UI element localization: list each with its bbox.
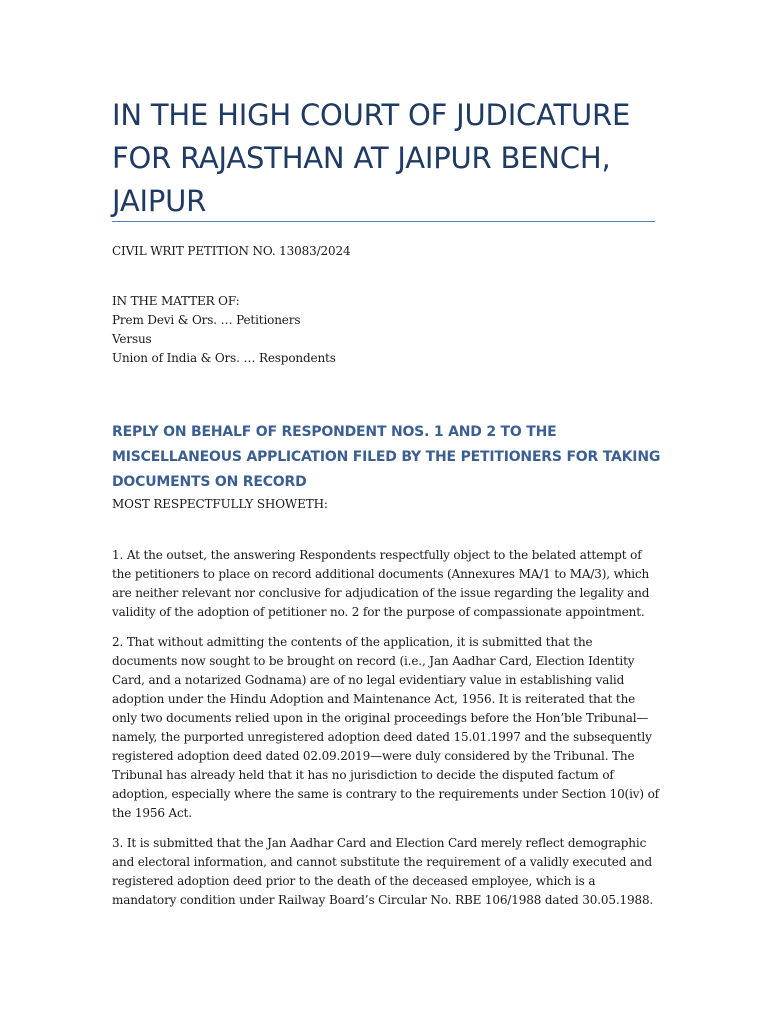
- respondents-line: Union of India & Ors. … Respondents: [112, 351, 336, 365]
- title-divider: [112, 221, 655, 222]
- paragraphs: [112, 546, 660, 921]
- matter-label: IN THE MATTER OF:: [112, 294, 240, 308]
- court-title: IN THE HIGH COURT OF JUDICATURE FOR RAJASTHAN AT JAIPUR BENCH, JAIPUR: [112, 98, 631, 218]
- paragraph-3: 3. It is submitted that the Jan Aadhar Card and Election Card merely reflect demographic and electoral information, and cannot substitute the requirement of a validly executed and registered adoption deed prior to the death of the deceased employee, which is a mandatory condition under Railway Board’s Circular No. RBE 106/1988 dated 30.05.1988.: [112, 836, 654, 907]
- opening-line: MOST RESPECTFULLY SHOWETH:: [112, 497, 328, 511]
- petition-number: CIVIL WRIT PETITION NO. 13083/2024: [112, 244, 351, 258]
- paragraph-1: 1. At the outset, the answering Respondents respectfully object to the belated attempt of the petitioners to place on record additional documents (Annexures MA/1 to MA/3), which are neither relevant nor conclusive for adjudication of the issue regarding the legality and validity of the adoption of petitioner no. 2 for the purpose of compassionate appointment.: [112, 548, 650, 619]
- paragraph-2: 2. That without admitting the contents of the application, it is submitted that the documents now sought to be brought on record (i.e., Jan Aadhar Card, Election Identity Card, and a notarized Godnama) are of no legal evidentiary value in establishing valid adoption under the Hindu Adoption and Maintenance Act, 1956. It is reiterated that the only two documents relied upon in the original proceedings before the Hon’ble Tribunal—namely, the purported unregistered adoption deed dated 15.01.1997 and the subsequently registered adoption deed dated 02.09.2019—were duly considered by the Tribunal. The Tribunal has already held that it has no jurisdiction to decide the disputed factum of adoption, especially where the same is contrary to the requirements under Section 10(iv) of the 1956 Act.: [112, 635, 659, 820]
- versus-line: Versus: [112, 332, 152, 346]
- petitioners-line: Prem Devi & Ors. … Petitioners: [112, 313, 301, 327]
- reply-heading: REPLY ON BEHALF OF RESPONDENT NOS. 1 AND 2 TO THE MISCELLANEOUS APPLICATION FILED BY THE PETITIONERS FOR TAKING DOCUMENTS ON RECORD: [112, 424, 661, 490]
- matter-block: [112, 292, 336, 368]
